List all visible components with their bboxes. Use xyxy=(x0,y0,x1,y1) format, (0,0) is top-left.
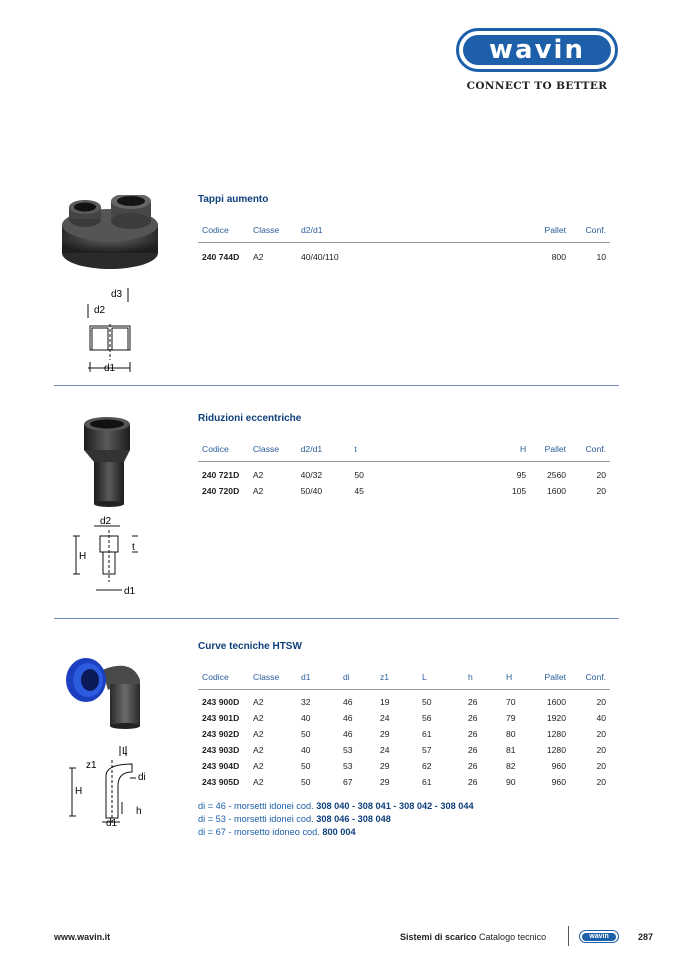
cell: 24 xyxy=(380,713,390,723)
cell: 40/32 xyxy=(300,470,323,480)
cell: 20 xyxy=(596,486,606,496)
note-text: di = 67 - morsetto idoneo cod. xyxy=(198,827,323,837)
note-codes: 308 046 - 308 048 xyxy=(316,814,391,824)
col-header: Pallet xyxy=(530,437,570,462)
cell-codice: 243 904D xyxy=(202,761,240,771)
cell-codice: 240 721D xyxy=(202,470,240,480)
curva-tecnica-diagram xyxy=(66,742,156,828)
cell: 2560 xyxy=(546,470,567,480)
table-row xyxy=(198,249,610,265)
cell: 40 xyxy=(301,745,311,755)
table-curve-tecniche xyxy=(198,665,610,790)
cell: 19 xyxy=(380,697,390,707)
note-codes: 800 004 xyxy=(322,827,356,837)
cell: 26 xyxy=(468,697,478,707)
cell: 960 xyxy=(551,761,566,771)
table-row xyxy=(198,467,610,483)
cell: 53 xyxy=(343,761,353,771)
footer-logo-text: wavin xyxy=(582,933,616,941)
H-label: H xyxy=(75,786,83,797)
riduzione-eccentrica-photo xyxy=(78,412,138,508)
cell: 40 xyxy=(301,713,311,723)
cell: 20 xyxy=(596,761,606,771)
note-di-46 xyxy=(198,801,474,811)
cell-codice: 240 744D xyxy=(202,252,240,262)
section-title-tappi-aumento: Tappi aumento xyxy=(198,194,269,205)
cell: 50 xyxy=(301,729,311,739)
cell: 46 xyxy=(343,697,353,707)
cell: 40/40/110 xyxy=(301,252,339,262)
catalog-bold: Sistemi di scarico xyxy=(400,932,477,942)
cell: A2 xyxy=(253,713,264,723)
note-text: di = 53 - morsetti idonei cod. xyxy=(198,814,317,824)
cell: 82 xyxy=(506,761,516,771)
cell: 1600 xyxy=(546,697,566,707)
d2-label: d2 xyxy=(94,305,106,316)
cell: 960 xyxy=(551,777,566,787)
cell: 26 xyxy=(468,745,478,755)
cell: 80 xyxy=(506,729,516,739)
cell: 67 xyxy=(343,777,353,787)
col-header: d1 xyxy=(297,665,339,690)
cell: 20 xyxy=(596,745,606,755)
cell: 53 xyxy=(343,745,353,755)
tagline: CONNECT TO BETTER xyxy=(466,80,608,92)
d1-label: d1 xyxy=(106,818,118,828)
col-header: Codice xyxy=(198,437,249,462)
col-header: H xyxy=(502,665,530,690)
d3-label: d3 xyxy=(111,289,123,300)
cell: 50 xyxy=(301,761,311,771)
cell: A2 xyxy=(253,252,264,262)
col-header: z1 xyxy=(376,665,418,690)
cell-codice: 243 900D xyxy=(202,697,240,707)
note-codes: 308 040 - 308 041 - 308 042 - 308 044 xyxy=(316,801,474,811)
cell: 62 xyxy=(422,761,432,771)
col-header: t xyxy=(350,437,507,462)
cell-codice: 243 901D xyxy=(202,713,240,723)
cell: 61 xyxy=(422,777,432,787)
cell: 800 xyxy=(551,252,566,262)
L-label: L xyxy=(122,746,128,757)
table-tappi-aumento xyxy=(198,218,610,265)
cell: 45 xyxy=(354,486,364,496)
col-header: Classe xyxy=(249,665,297,690)
cell: 57 xyxy=(422,745,432,755)
cell: 26 xyxy=(468,777,478,787)
cell: 40 xyxy=(596,713,606,723)
z1-label: z1 xyxy=(86,760,97,771)
h-label: h xyxy=(136,806,142,817)
table-row xyxy=(198,694,610,710)
footer-divider xyxy=(568,926,569,946)
section-divider xyxy=(54,618,619,619)
cell: A2 xyxy=(253,761,264,771)
col-header: Classe xyxy=(249,218,297,243)
cell: 1920 xyxy=(546,713,566,723)
table-row xyxy=(198,710,610,726)
wavin-logo-text: wavin xyxy=(463,35,611,65)
cell: 79 xyxy=(506,713,516,723)
cell: A2 xyxy=(253,697,264,707)
cell: 95 xyxy=(516,470,527,480)
catalog-label xyxy=(400,932,546,942)
cell: 29 xyxy=(380,761,390,771)
cell: 70 xyxy=(506,697,516,707)
cell: 20 xyxy=(596,470,606,480)
cell: 105 xyxy=(511,486,527,496)
table-row xyxy=(198,483,610,499)
cell-codice: 243 905D xyxy=(202,777,240,787)
col-header: di xyxy=(339,665,376,690)
cell: A2 xyxy=(253,777,264,787)
H-label: H xyxy=(79,551,87,562)
cell: 90 xyxy=(506,777,516,787)
col-header: Pallet xyxy=(530,665,570,690)
col-header: Conf. xyxy=(570,437,610,462)
cell-codice: 243 903D xyxy=(202,745,240,755)
footer-wavin-logo xyxy=(579,930,619,943)
cell: 26 xyxy=(468,713,478,723)
cell: 20 xyxy=(596,777,606,787)
col-header: d2/d1 xyxy=(297,437,351,462)
col-header: d2/d1 xyxy=(297,218,530,243)
col-header: H xyxy=(508,437,530,462)
d1-label: d1 xyxy=(124,586,136,597)
col-header: Classe xyxy=(249,437,297,462)
cell: 32 xyxy=(301,697,311,707)
cell-codice: 243 902D xyxy=(202,729,240,739)
cell: 50 xyxy=(354,470,364,480)
section-title-riduzioni-eccentriche: Riduzioni eccentriche xyxy=(198,413,302,424)
d2-label: d2 xyxy=(100,516,112,527)
cell-codice: 240 720D xyxy=(202,486,240,496)
cell: A2 xyxy=(252,486,264,496)
cell: 1280 xyxy=(546,745,566,755)
cell: 50 xyxy=(301,777,311,787)
col-header: Pallet xyxy=(530,218,570,243)
catalog-rest: Catalogo tecnico xyxy=(476,932,547,942)
cell: 81 xyxy=(506,745,516,755)
section-divider xyxy=(54,385,619,386)
col-header: Codice xyxy=(198,665,249,690)
tappo-aumento-diagram xyxy=(80,284,140,374)
note-text: di = 46 - morsetti idonei cod. xyxy=(198,801,317,811)
table-row xyxy=(198,774,610,790)
col-header: Codice xyxy=(198,218,249,243)
table-row xyxy=(198,742,610,758)
col-header: Conf. xyxy=(570,218,610,243)
cell: A2 xyxy=(252,470,264,480)
table-riduzioni-eccentriche xyxy=(198,437,610,499)
page-number: 287 xyxy=(638,932,654,942)
cell: 50 xyxy=(422,697,432,707)
col-header: h xyxy=(464,665,502,690)
cell: 24 xyxy=(380,745,390,755)
tappo-aumento-photo xyxy=(55,195,165,275)
riduzione-eccentrica-diagram xyxy=(70,512,150,598)
note-di-53 xyxy=(198,814,391,824)
cell: 46 xyxy=(343,729,353,739)
cell: 56 xyxy=(422,713,432,723)
website-link[interactable]: www.wavin.it xyxy=(54,932,111,942)
cell: 61 xyxy=(422,729,432,739)
col-header: Conf. xyxy=(570,665,610,690)
cell: 20 xyxy=(596,729,606,739)
wavin-logo xyxy=(456,28,618,72)
cell: A2 xyxy=(253,729,264,739)
cell: 26 xyxy=(468,729,478,739)
cell: 1600 xyxy=(546,486,567,496)
cell: A2 xyxy=(253,745,264,755)
section-title-curve-tecniche: Curve tecniche HTSW xyxy=(198,641,302,652)
t-label: t xyxy=(132,542,135,553)
di-label: di xyxy=(138,772,146,783)
table-row xyxy=(198,758,610,774)
note-di-67 xyxy=(198,827,356,837)
cell: 10 xyxy=(596,252,606,262)
cell: 29 xyxy=(380,729,390,739)
cell: 46 xyxy=(343,713,353,723)
cell: 1280 xyxy=(546,729,566,739)
d1-label: d1 xyxy=(104,363,116,374)
cell: 20 xyxy=(596,697,606,707)
cell: 50/40 xyxy=(300,486,323,496)
curva-tecnica-photo xyxy=(62,650,147,730)
cell: 26 xyxy=(468,761,478,771)
col-header: L xyxy=(418,665,464,690)
cell: 29 xyxy=(380,777,390,787)
table-row xyxy=(198,726,610,742)
